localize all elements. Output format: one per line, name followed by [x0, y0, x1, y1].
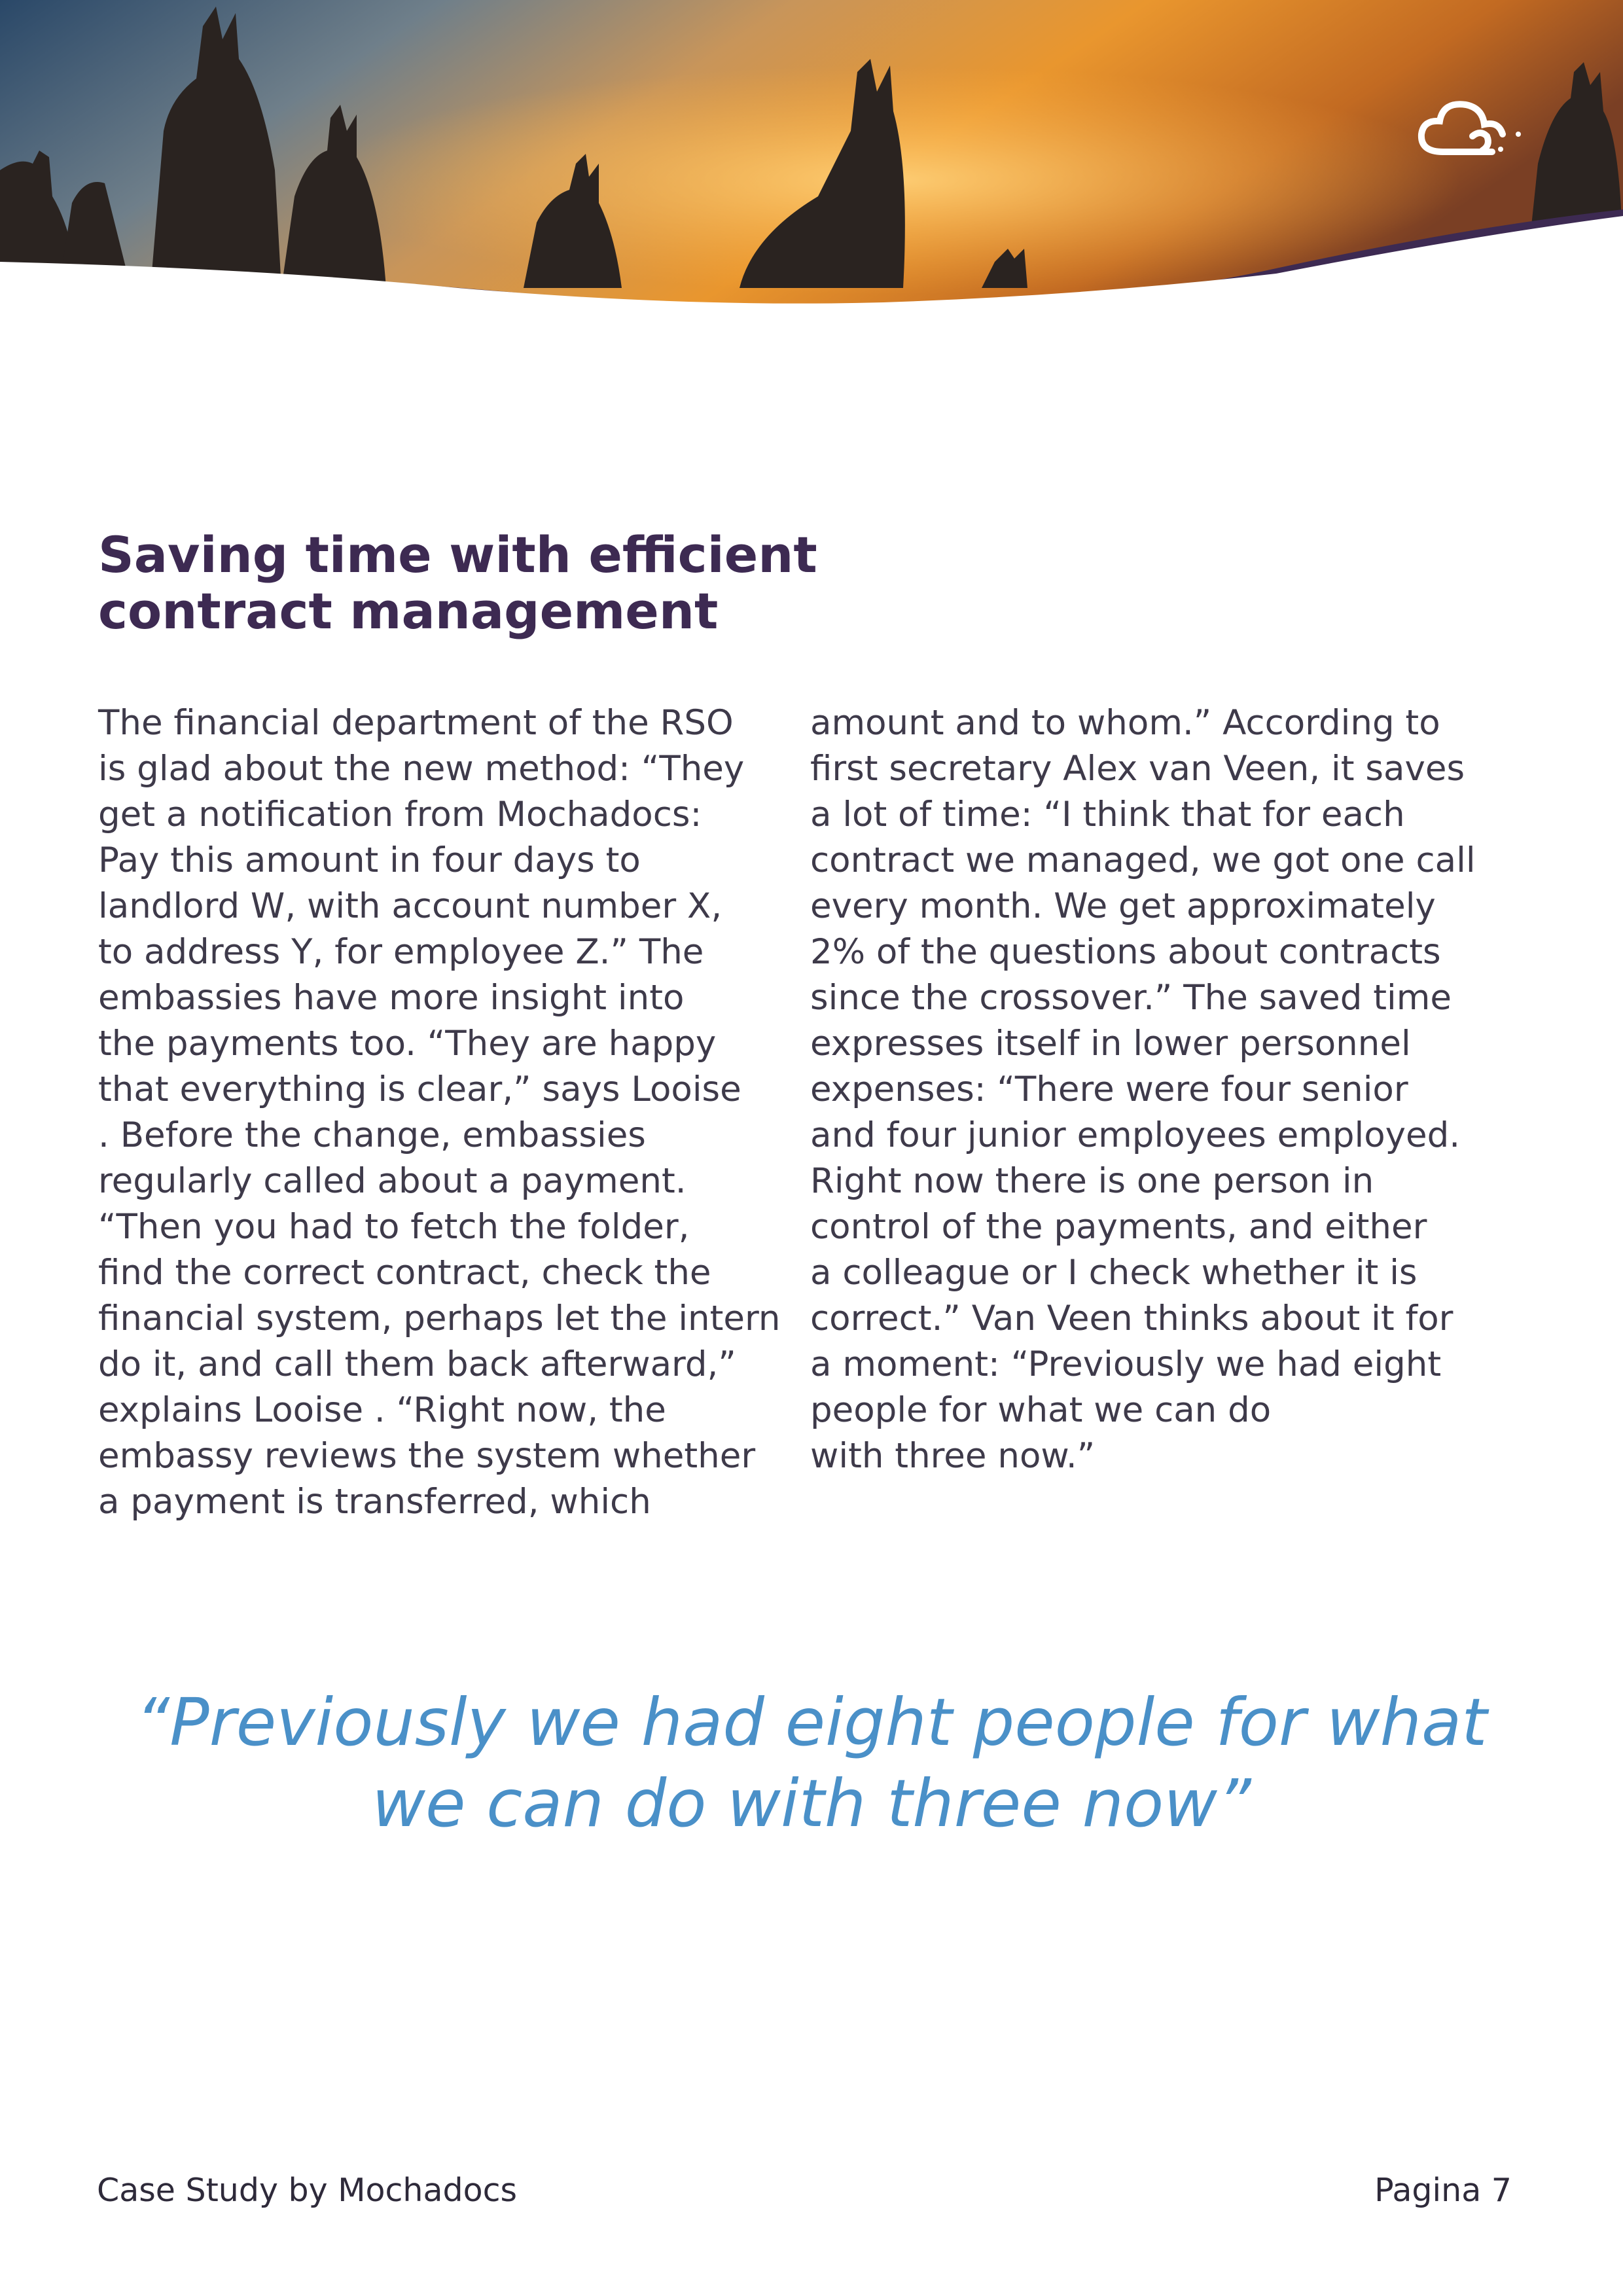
page-title-line-2: contract management — [98, 582, 719, 640]
paragraph-line: Right now there is one person in — [810, 1161, 1374, 1201]
paragraph-line: a payment is transferred, which — [98, 1482, 651, 1522]
paragraph-line: a lot of time: “I think that for each — [810, 795, 1405, 834]
article-column-right — [810, 700, 1543, 1479]
header-banner — [0, 0, 1623, 327]
paragraph-line: people for what we can do — [810, 1390, 1272, 1430]
paragraph-line: expresses itself in lower personnel — [810, 1024, 1411, 1064]
paragraph-line: embassies have more insight into — [98, 978, 685, 1018]
paragraph-line: Pay this amount in four days to — [98, 840, 641, 880]
paragraph-line: with three now.” — [810, 1436, 1096, 1476]
paragraph-line: that everything is clear,” says Looise — [98, 1069, 741, 1109]
paragraph-line: to address Y, for employee Z.” The — [98, 932, 704, 972]
paragraph-line: The financial department of the RSO — [98, 703, 734, 743]
paragraph-line: the payments too. “They are happy — [98, 1024, 717, 1064]
paragraph-line: is glad about the new method: “They — [98, 749, 745, 789]
paragraph-line: . Before the change, embassies — [98, 1115, 646, 1155]
pull-quote — [98, 1682, 1525, 1844]
paragraph-line: embassy reviews the system whether — [98, 1436, 756, 1476]
paragraph-line: control of the payments, and either — [810, 1207, 1427, 1247]
paragraph-line: expenses: “There were four senior — [810, 1069, 1408, 1109]
pull-quote-line-1: “Previously we had eight people for what — [135, 1684, 1488, 1761]
footer-page-number: Pagina 7 — [1374, 2172, 1512, 2209]
page-title-line-1: Saving time with efficient — [98, 526, 817, 584]
paragraph-line: explains Looise . “Right now, the — [98, 1390, 666, 1430]
paragraph-line: financial system, perhaps let the intern — [98, 1299, 781, 1338]
paragraph-line: get a notification from Mochadocs: — [98, 795, 702, 834]
page-title — [98, 527, 916, 639]
paragraph-line: correct.” Van Veen thinks about it for — [810, 1299, 1454, 1338]
paragraph-line: a colleague or I check whether it is — [810, 1253, 1418, 1293]
paragraph-line: 2% of the questions about contracts — [810, 932, 1441, 972]
paragraph-line: since the crossover.” The saved time — [810, 978, 1452, 1018]
paragraph-line: find the correct contract, check the — [98, 1253, 711, 1293]
paragraph-line: first secretary Alex van Veen, it saves — [810, 749, 1465, 789]
footer-document-title: Case Study by Mochadocs — [97, 2172, 518, 2209]
paragraph-line: amount and to whom.” According to — [810, 703, 1440, 743]
pull-quote-line-2: we can do with three now” — [372, 1765, 1251, 1842]
paragraph-line: contract we managed, we got one call — [810, 840, 1476, 880]
paragraph-line: do it, and call them back afterward,” — [98, 1344, 736, 1384]
article-column-left — [98, 700, 779, 1525]
paragraph-line: regularly called about a payment. — [98, 1161, 687, 1201]
header-photo — [0, 0, 1623, 327]
paragraph-line: and four junior employees employed. — [810, 1115, 1461, 1155]
paragraph-line: a moment: “Previously we had eight — [810, 1344, 1442, 1384]
paragraph-line: landlord W, with account number X, — [98, 886, 722, 926]
paragraph-line: every month. We get approximately — [810, 886, 1436, 926]
paragraph-line: “Then you had to fetch the folder, — [98, 1207, 690, 1247]
